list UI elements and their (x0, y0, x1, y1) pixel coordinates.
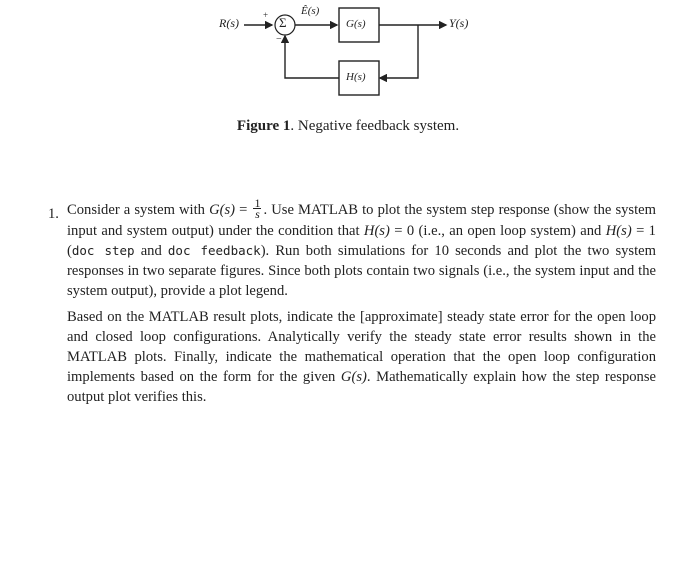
feedback-path-left (285, 36, 339, 78)
problem-body (67, 196, 656, 407)
figure-caption (0, 118, 696, 135)
figure-caption-text: . Negative feedback system. (290, 118, 460, 134)
p1-text-a: Consider a system with (67, 202, 210, 218)
fraction-numerator: 1 (254, 196, 261, 211)
p1-equals: = (235, 202, 252, 218)
figure-caption-prefix: Figure 1 (236, 118, 291, 134)
fraction-one-over-s (253, 196, 261, 222)
fraction-denominator: s (255, 207, 260, 222)
forward-block-label: G(s) (346, 18, 366, 30)
input-label: R(s) (219, 16, 239, 30)
p1-text-b: . Use MATLAB to plot the system step response (show the system input and system output) under the condition that (67, 202, 656, 240)
p1-text-e: and (134, 243, 168, 260)
error-label: Ê(s) (301, 5, 320, 17)
problem-1 (48, 196, 656, 407)
p1-text-d: = 1 ( (67, 223, 656, 260)
problem-paragraph-2 (67, 307, 656, 407)
feedback-path-right (380, 25, 418, 78)
problem-number: 1. (48, 206, 59, 222)
plus-sign: + (263, 10, 269, 20)
block-diagram (0, 0, 696, 110)
p2-text-a: Based on the MATLAB result plots, indicate the [approximate] steady state error for the open loop and closed loop configurations. Analytically verify the steady state error results shown in the MATLAB plots. Finally, indicate the mathematical operation that the open loop configuration implements based on the form for the given (67, 309, 656, 386)
p1-math-h1: H(s) (605, 223, 632, 240)
feedback-block-label: H(s) (346, 71, 366, 83)
block-diagram-lines (0, 0, 696, 110)
p1-text-c: = 0 (i.e., an open loop system) and (389, 223, 606, 240)
p2-math-g: G(s) (340, 369, 367, 386)
p1-math-h0: H(s) (363, 223, 390, 240)
p1-math-g: G(s) (209, 202, 236, 218)
problem-paragraph-1 (67, 196, 656, 301)
output-label: Y(s) (449, 16, 469, 30)
sum-symbol: Σ (279, 15, 287, 30)
code-doc-step: doc step (71, 243, 135, 259)
code-doc-feedback: doc feedback (167, 243, 261, 259)
p1-text-f: ). Run both simulations for 10 seconds and plot the two system responses in two separate figures. Since both plots contain two signals (i.e., the system input and the system output), provide a plot legend. (67, 243, 656, 300)
p2-text-b: . Mathematically explain how the step response output plot verifies this. (67, 369, 656, 406)
minus-sign: − (276, 34, 282, 45)
